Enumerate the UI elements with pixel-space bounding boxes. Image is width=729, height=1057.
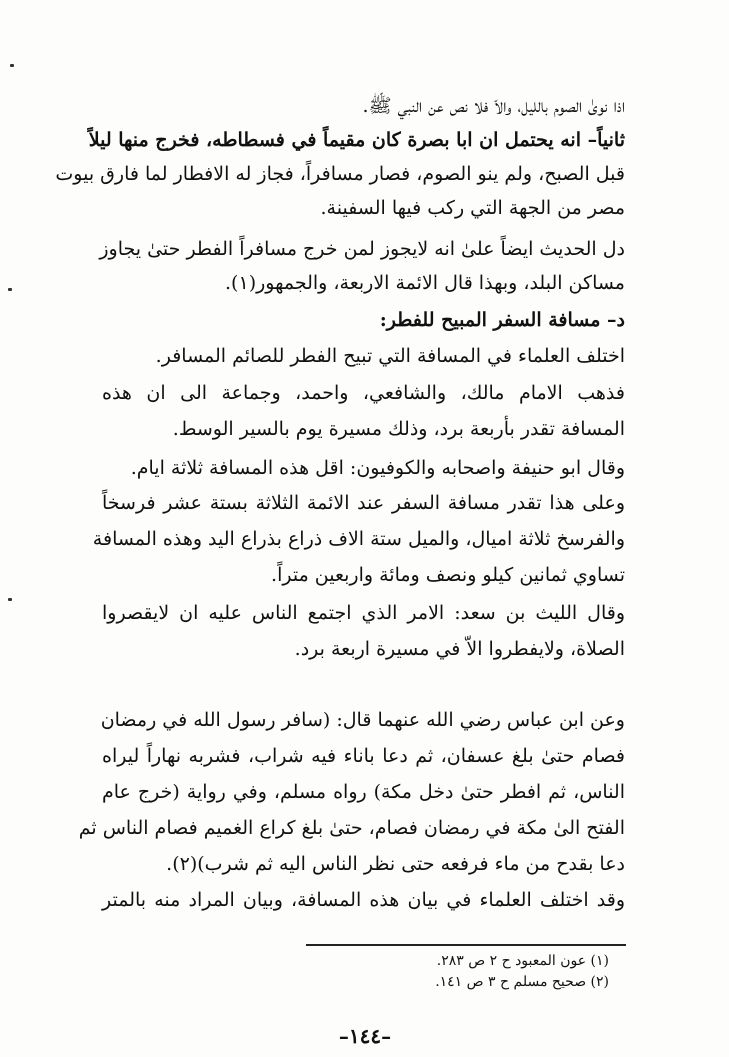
scan-speck — [8, 288, 12, 291]
text-line: تساوي ثمانين كيلو ونصف ومائة واربعين متراً. — [271, 564, 625, 586]
text-line: مساكن البلد، وبهذا قال الائمة الاربعة، والجمهور(١). — [225, 272, 625, 294]
text-line: وعن ابن عباس رضي الله عنهما قال: (سافر رسول الله في رمضان — [100, 709, 625, 731]
text-line: دل الحديث ايضاً علىٰ انه لايجوز لمن خرج مسافراً الفطر حتىٰ يجاوز — [99, 238, 625, 260]
text-line: مصر من الجهة التي ركب فيها السفينة. — [320, 197, 625, 219]
text-line: وقال ابو حنيفة واصحابه والكوفيون: اقل هذه المسافة ثلاثة ايام. — [130, 457, 625, 479]
text-line: دعا بقدح من ماء فرفعه حتى نظر الناس اليه ثم شرب)(٢). — [166, 853, 625, 875]
section-heading: د– مسافة السفر المبيح للفطر: — [379, 309, 625, 331]
scan-speck — [10, 64, 14, 67]
text-line: وقد اختلف العلماء في بيان هذه المسافة، وبيان المراد منه بالمتر — [102, 889, 625, 911]
text-line: اذا نوىٰ الصوم بالليل، والاّ فلا نص عن النبي ﷺ. — [362, 95, 625, 117]
text-line: والفرسخ ثلاثة اميال، والميل ستة الاف ذراع بذراع اليد وهذه المسافة — [92, 528, 625, 550]
text-line: فذهب الامام مالك، والشافعي، واحمد، وجماعة الى ان هذه — [102, 382, 625, 404]
text-line: اختلف العلماء في المسافة التي تبيح الفطر للصائم المسافر. — [155, 345, 625, 367]
text-line: فصام حتىٰ بلغ عسفان، ثم دعا باناء فيه شراب، فشربه نهاراً ليراه — [102, 745, 625, 767]
footnote: (١) عون المعبود ح ٢ ص ٢٨٣. — [436, 953, 609, 969]
text-line: الصلاة، ولايفطروا الاّ في مسيرة اربعة برد. — [294, 638, 625, 660]
text-line: وعلى هذا تقدر مسافة السفر عند الائمة الثلاثة بستة عشر فرسخاً — [102, 492, 625, 514]
page-number: –١٤٤– — [338, 1024, 392, 1048]
footnote: (٢) صحيح مسلم ح ٣ ص ١٤١. — [435, 974, 609, 990]
text-line: الفتح الىٰ مكة في رمضان فصام، حتىٰ بلغ كراع الغميم فصام الناس ثم — [78, 817, 625, 839]
text-line: المسافة تقدر بأربعة برد، وذلك مسيرة يوم بالسير الوسط. — [172, 418, 625, 440]
footnote-separator — [306, 944, 626, 946]
text-line: الناس، ثم افطر حتىٰ دخل مكة) رواه مسلم، وفي رواية (خرج عام — [102, 781, 625, 803]
text-line: ثانياً– انه يحتمل ان ابا بصرة كان مقيماً في فسطاطه، فخرج منها ليلاً — [88, 129, 625, 151]
scan-speck — [8, 598, 12, 601]
text-line: قبل الصبح، ولم ينو الصوم، فصار مسافراً، فجاز له الافطار لما فارق بيوت — [55, 163, 625, 185]
text-line: وقال الليث بن سعد: الامر الذي اجتمع الناس عليه ان لايقصروا — [102, 602, 625, 624]
